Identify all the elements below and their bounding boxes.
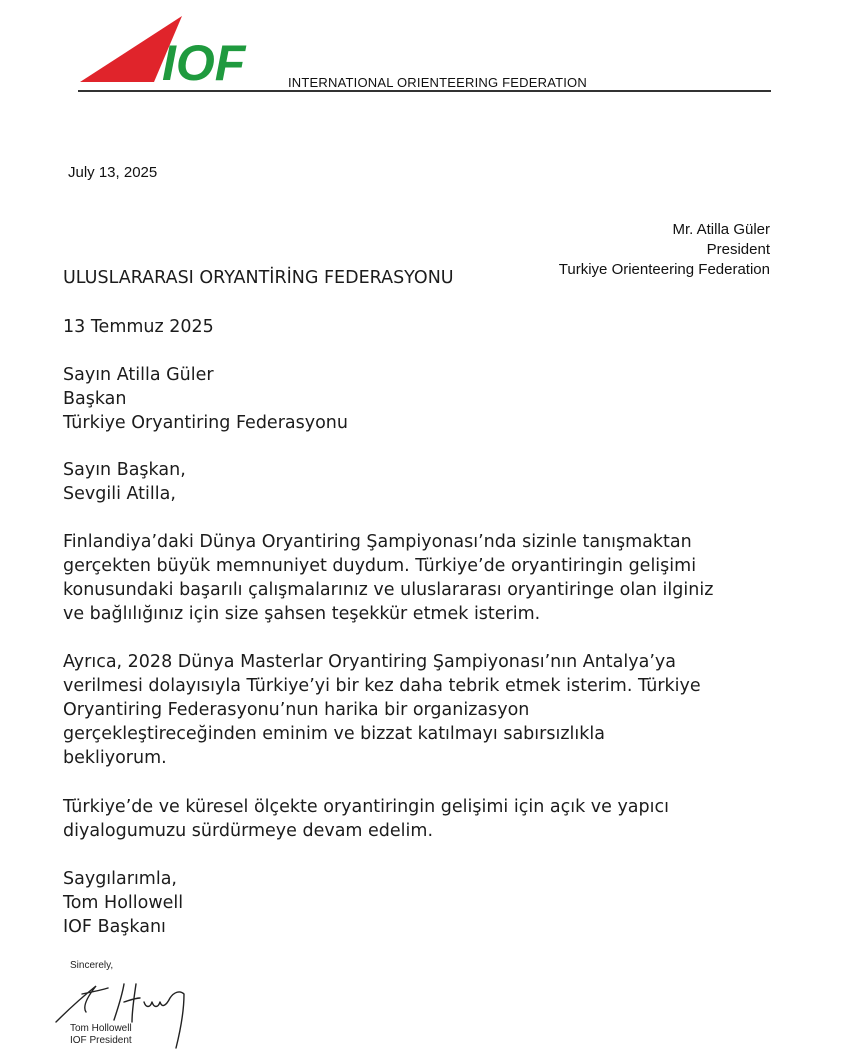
paragraph-line: gerçekten büyük memnuniyet duydum. Türkiye’de oryantiringin gelişimi <box>63 556 697 576</box>
salutation-line: Sayın Başkan, <box>63 460 186 480</box>
paragraph-line: ve bağlılığınız için size şahsen teşekkür etmek isterim. <box>63 604 541 624</box>
salutation-line: Sevgili Atilla, <box>63 484 176 504</box>
header-divider <box>78 90 771 92</box>
paragraph-line: Ayrıca, 2028 Dünya Masterlar Oryantiring Şampiyonası’nın Antalya’ya <box>63 652 676 672</box>
body-paragraph <box>63 530 778 626</box>
body-paragraph <box>63 795 778 843</box>
address-line: Başkan <box>63 389 127 409</box>
translation-organization: ULUSLARARASI ORYANTİRİNG FEDERASYONU <box>63 268 454 288</box>
signer-title: IOF President <box>70 1035 132 1046</box>
translation-address <box>63 363 348 435</box>
paragraph-line: konusundaki başarılı çalışmalarınız ve uluslararası oryantiringe olan ilginiz <box>63 580 714 600</box>
translation-date: 13 Temmuz 2025 <box>63 317 214 337</box>
recipient-organization: Turkiye Orienteering Federation <box>558 261 770 278</box>
paragraph-line: gerçekleştireceğinden eminim ve bizzat katılmayı sabırsızlıkla <box>63 724 605 744</box>
sincerely-text: Sincerely, <box>70 960 114 971</box>
address-line: Türkiye Oryantiring Federasyonu <box>63 413 348 433</box>
recipient-block <box>559 220 770 280</box>
paragraph-line: Oryantiring Federasyonu’nun harika bir organizasyon <box>63 700 530 720</box>
closing-line: IOF Başkanı <box>63 917 166 937</box>
paragraph-line: Türkiye’de ve küresel ölçekte oryantiringin gelişimi için açık ve yapıcı <box>63 797 669 817</box>
recipient-title: President <box>706 241 770 258</box>
signer-name: Tom Hollowell <box>70 1023 132 1034</box>
paragraph-line: verilmesi dolayısıyla Türkiye’yi bir kez daha tebrik etmek isterim. Türkiye <box>63 676 701 696</box>
organization-name: INTERNATIONAL ORIENTEERING FEDERATION <box>288 75 587 90</box>
logo-text: IOF <box>162 35 246 86</box>
body-paragraph <box>63 650 778 770</box>
recipient-name: Mr. Atilla Güler <box>672 221 770 238</box>
letter-date: July 13, 2025 <box>68 164 158 181</box>
salutation <box>63 458 186 506</box>
paragraph-line: Finlandiya’daki Dünya Oryantiring Şampiyonası’nda sizinle tanışmaktan <box>63 532 692 552</box>
signature-name-block <box>70 1023 132 1047</box>
paragraph-line: diyalogumuzu sürdürmeye devam edelim. <box>63 821 434 841</box>
address-line: Sayın Atilla Güler <box>63 365 214 385</box>
closing-line: Tom Hollowell <box>63 893 184 913</box>
closing-line: Saygılarımla, <box>63 869 177 889</box>
closing-block <box>63 867 183 939</box>
paragraph-line: bekliyorum. <box>63 748 167 768</box>
iof-logo <box>78 14 258 86</box>
